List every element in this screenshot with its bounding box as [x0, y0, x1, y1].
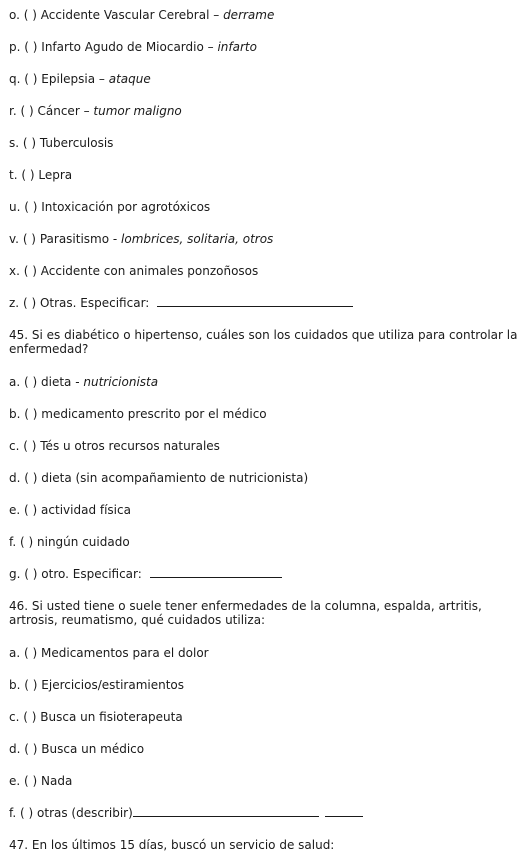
option-checkbox[interactable]: ( ) — [20, 104, 34, 118]
question-47: 47. En los últimos 15 días, buscó un servicio de salud: — [9, 838, 335, 852]
option-text: otras (describir) — [37, 806, 133, 820]
option-s — [9, 136, 113, 150]
option-letter: e. — [9, 503, 21, 517]
q45-option-g — [9, 567, 282, 581]
q45-option-b — [9, 407, 267, 421]
option-letter: v. — [9, 232, 19, 246]
option-checkbox[interactable]: ( ) — [23, 8, 37, 22]
option-text: Tuberculosis — [39, 136, 114, 150]
describe-blank-line[interactable] — [133, 807, 319, 817]
option-checkbox[interactable]: ( ) — [20, 535, 34, 549]
specify-blank-line[interactable] — [157, 297, 353, 307]
q46-option-c — [9, 710, 183, 724]
option-text: dieta (sin acompañamiento de nutricionista) — [41, 471, 309, 485]
option-p — [9, 40, 257, 54]
option-text: Ejercicios/estiramientos — [41, 678, 185, 692]
option-hint: ataque — [108, 72, 151, 86]
option-text: Busca un fisioterapeuta — [40, 710, 183, 724]
option-checkbox[interactable]: ( ) — [24, 774, 38, 788]
option-checkbox[interactable]: ( ) — [21, 168, 35, 182]
option-letter: s. — [9, 136, 20, 150]
option-checkbox[interactable]: ( ) — [23, 264, 37, 278]
q45-option-c — [9, 439, 220, 453]
q45-option-f — [9, 535, 130, 549]
option-checkbox[interactable]: ( ) — [22, 296, 37, 310]
option-hint: lombrices, solitaria, otros — [121, 232, 274, 246]
option-checkbox[interactable]: ( ) — [24, 742, 38, 756]
option-letter: d. — [9, 742, 21, 756]
question-45: 45. Si es diabético o hipertenso, cuáles son los cuidados que utiliza para controlar la enfermedad? — [9, 328, 518, 356]
option-text: dieta - — [41, 375, 80, 389]
option-letter: t. — [9, 168, 18, 182]
q45-option-a — [9, 375, 158, 389]
option-text: Epilepsia – — [41, 72, 105, 86]
option-checkbox[interactable]: ( ) — [20, 806, 34, 820]
option-letter: q. — [9, 72, 21, 86]
option-letter: a. — [9, 646, 21, 660]
option-x — [9, 264, 258, 278]
option-letter: e. — [9, 774, 21, 788]
option-letter: f. — [9, 535, 17, 549]
option-letter: f. — [9, 806, 17, 820]
option-checkbox[interactable]: ( ) — [24, 646, 38, 660]
option-checkbox[interactable]: ( ) — [24, 200, 38, 214]
option-letter: b. — [9, 678, 21, 692]
option-text: Medicamentos para el dolor — [41, 646, 209, 660]
option-checkbox[interactable]: ( ) — [22, 136, 37, 150]
option-text: Intoxicación por agrotóxicos — [41, 200, 211, 214]
option-letter: c. — [9, 710, 20, 724]
q46-option-f — [9, 806, 363, 820]
option-letter: b. — [9, 407, 21, 421]
option-checkbox[interactable]: ( ) — [24, 72, 38, 86]
q46-option-d — [9, 742, 144, 756]
option-checkbox[interactable]: ( ) — [23, 439, 37, 453]
option-text: Cáncer – — [37, 104, 90, 118]
option-text: Nada — [41, 774, 73, 788]
option-letter: z. — [9, 296, 20, 310]
option-letter: p. — [9, 40, 21, 54]
describe-blank-line-extra[interactable] — [325, 807, 363, 817]
option-text: actividad física — [41, 503, 131, 517]
option-letter: g. — [9, 567, 21, 581]
option-text: Accidente Vascular Cerebral – — [40, 8, 220, 22]
option-checkbox[interactable]: ( ) — [24, 407, 38, 421]
option-text: medicamento prescrito por el médico — [41, 407, 267, 421]
option-r — [9, 104, 182, 118]
option-letter: x. — [9, 264, 20, 278]
option-text: Tés u otros recursos naturales — [40, 439, 220, 453]
option-letter: o. — [9, 8, 20, 22]
option-text: Accidente con animales ponzoñosos — [40, 264, 259, 278]
option-letter: u. — [9, 200, 21, 214]
option-u — [9, 200, 210, 214]
option-hint: tumor maligno — [93, 104, 182, 118]
option-checkbox[interactable]: ( ) — [24, 375, 38, 389]
option-text: Parasitismo - — [39, 232, 118, 246]
option-checkbox[interactable]: ( ) — [22, 232, 36, 246]
option-checkbox[interactable]: ( ) — [24, 678, 38, 692]
option-hint: derrame — [223, 8, 275, 22]
option-o — [9, 8, 274, 22]
q45-option-e — [9, 503, 131, 517]
option-text: Busca un médico — [41, 742, 145, 756]
q46-option-b — [9, 678, 184, 692]
q46-option-e — [9, 774, 72, 788]
option-text: Otras. Especificar: — [39, 296, 150, 310]
q46-option-a — [9, 646, 209, 660]
option-checkbox[interactable]: ( ) — [24, 503, 38, 517]
option-checkbox[interactable]: ( ) — [23, 710, 37, 724]
option-letter: c. — [9, 439, 20, 453]
question-46: 46. Si usted tiene o suele tener enfermedades de la columna, espalda, artritis, artrosis, reumatismo, qué cuidados utiliza: — [9, 599, 482, 627]
option-v — [9, 232, 273, 246]
option-text: Infarto Agudo de Miocardio – — [41, 40, 214, 54]
option-text: Lepra — [38, 168, 73, 182]
q45-option-d — [9, 471, 308, 485]
option-hint: nutricionista — [83, 375, 159, 389]
option-checkbox[interactable]: ( ) — [24, 471, 38, 485]
option-text: ningún cuidado — [37, 535, 130, 549]
option-letter: a. — [9, 375, 21, 389]
specify-blank-line[interactable] — [150, 568, 282, 578]
option-text: otro. Especificar: — [41, 567, 142, 581]
option-hint: infarto — [217, 40, 257, 54]
option-z — [9, 296, 353, 310]
option-checkbox[interactable]: ( ) — [24, 567, 38, 581]
option-letter: r. — [9, 104, 17, 118]
option-t — [9, 168, 72, 182]
option-checkbox[interactable]: ( ) — [24, 40, 38, 54]
option-letter: d. — [9, 471, 21, 485]
option-q — [9, 72, 151, 86]
